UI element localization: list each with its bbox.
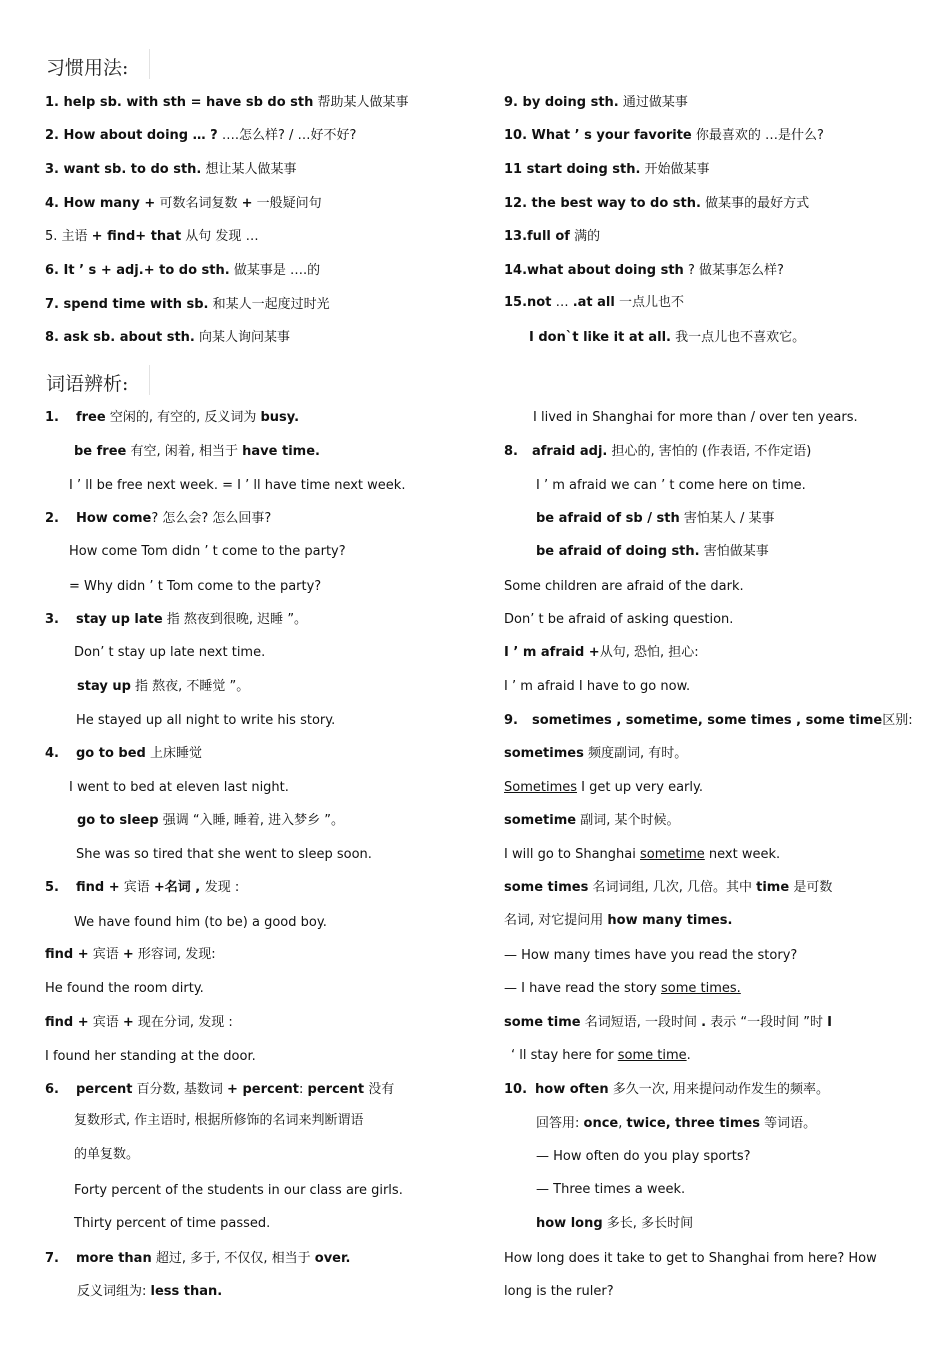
word-entry-line [536,1115,816,1133]
entry-text: 空闲的, 有空的, 反义词为 [105,410,261,425]
entry-text: = Why didn ’ t Tom come to the party? [69,579,322,594]
entry-term: I ’ m afraid + [504,645,600,660]
entry-underlined: sometime [640,847,705,862]
entry-text: He stayed up all night to write his story. [76,713,336,728]
habit-15-example [529,329,805,347]
entry-text: 宾语 [88,947,123,962]
word-entry-line [504,1014,832,1032]
entry-term: + [153,880,165,895]
habit-meaning: 5. 主语 [45,229,92,244]
entry-text: 百分数, 基数词 [132,1082,228,1097]
entry-text: 现在分词, 发现 : [133,1015,233,1030]
section-heading-words: 词语辨析: [46,369,128,396]
entry-term: percent [75,1082,133,1097]
word-entry-line [504,1081,829,1099]
habit-12 [504,195,809,213]
entry-underlined: some times. [661,981,741,996]
entry-text: 超过, 多于, 不仅仅, 相当于 [151,1251,315,1266]
entry-text: I ’ m afraid I have to go now. [504,679,691,694]
word-entry-line [504,1283,614,1301]
word-entry-line [504,879,832,897]
entry-number: 3. [45,612,59,627]
entry-term: percent [307,1082,365,1097]
entry-text: 复数形式, 作主语时, 根据所修饰的名词来判断谓语 [74,1113,364,1128]
entry-text: He found the room dirty. [45,981,204,996]
habit-phrase: 12. the best way to do sth. [504,196,701,211]
entry-number: 9. [504,713,518,728]
entry-text: Some children are afraid of the dark. [504,579,744,594]
entry-text: next week. [704,847,781,862]
word-entry-line [504,846,780,864]
habit-phrase: 14.what about doing sth [504,263,684,278]
word-entry-line [74,644,265,662]
habit-meaning: 可数名词复数 [155,196,242,211]
entry-term: be afraid of doing sth. [536,544,700,559]
habit-phrase: 2. How about doing [45,128,189,143]
entry-term: go to bed [75,746,146,761]
word-entry-line [77,1283,222,1301]
entry-number: 6. [45,1082,59,1097]
habit-phrase: 15.not [504,295,552,310]
entry-term: less than. [150,1284,223,1299]
entry-term: How come [75,511,152,526]
entry-text: 是可数 [789,880,833,895]
entry-text: 害怕某人 / 某事 [679,511,775,526]
word-entry-line [69,578,321,596]
word-entry-line [504,745,687,763]
habit-2 [45,127,356,145]
habit-meaning: ? 做某事怎么样? [683,263,784,278]
entry-term: have time. [242,444,320,459]
entry-text: 从句, 恐怕, 担心: [599,645,699,660]
entry-term: stay up [77,679,131,694]
word-entry-line [536,477,806,495]
habit-meaning: 开始做某事 [640,162,710,177]
habit-meaning: ….怎么样? / …好不好? [217,128,357,143]
entry-text: 名词短语, 一段时间 [580,1015,702,1030]
entry-text: — I have read the story [504,981,661,996]
word-entry-line [74,914,327,932]
word-entry-line [504,779,703,797]
habit-meaning: 想让某人做某事 [201,162,297,177]
entry-term: find + [45,1015,89,1030]
entry-text: 发现 : [204,880,240,895]
habit-phrase: 13.full of [504,229,570,244]
entry-text: — How often do you play sports? [536,1149,751,1164]
entry-text: : [299,1082,308,1097]
word-entry-line [69,779,289,797]
word-entry-line [69,477,405,495]
habit-meaning: 一点儿也不 [614,295,684,310]
entry-term: twice, three times [626,1116,760,1131]
entry-text: 形容词, 发现: [133,947,216,962]
word-entry-line [45,879,239,897]
entry-text: Forty percent of the students in our class are girls. [74,1183,403,1198]
word-entry-line [511,1047,691,1065]
entry-text: , [618,1116,627,1131]
entry-text: 宾语 [119,880,154,895]
habit-meaning: … [551,295,573,310]
entry-text: I ’ ll be free next week. = I ’ ll have time next week. [69,478,406,493]
habit-meaning: 满的 [569,229,601,244]
entry-text: 副词, 某个时候。 [576,813,680,828]
habit-8 [45,329,290,347]
entry-number: 7. [45,1251,59,1266]
habit-7 [45,296,330,314]
habit-meaning: 你最喜欢的 …是什么? [691,128,824,143]
entry-text: 区别: [882,713,913,728]
word-entry-line [45,1081,394,1099]
entry-text: 强调 “入睡, 睡着, 进入梦乡 ”。 [158,813,344,828]
habit-15 [504,294,684,312]
word-entry-line [74,443,320,461]
entry-term: how many times. [607,913,733,928]
habit-11 [504,161,710,179]
entry-term: sometimes [504,746,584,761]
entry-term: + [122,1015,134,1030]
entry-number: 10. [504,1082,528,1097]
word-entry-line [45,1250,351,1268]
entry-term: I [827,1015,832,1030]
entry-text: How long does it take to get to Shanghai from here? How [504,1251,877,1266]
entry-term: time [756,880,790,895]
habit-14 [504,262,784,280]
entry-text: 回答用: [536,1116,584,1131]
habit-meaning: 通过做某事 [618,95,688,110]
word-entry-line [536,543,769,561]
entry-text: I found her standing at the door. [45,1049,256,1064]
entry-text: We have found him (to be) a good boy. [74,915,327,930]
word-entry-line [536,1215,693,1233]
word-entry-line [536,510,775,528]
entry-term: + [227,1082,238,1097]
habit-meaning: 做某事是 ….的 [229,263,321,278]
word-entry-line [74,1112,364,1130]
entry-term: be free [74,444,127,459]
habit-meaning: 做某事的最好方式 [700,196,810,211]
word-entry-line [504,1250,877,1268]
entry-text: How come Tom didn ’ t come to the party? [69,544,346,559]
entry-text: ‘ ll stay here for [511,1048,618,1063]
example-sentence: I don`t like it at all. [529,330,671,345]
entry-text: ? 怎么会? 怎么回事? [151,511,272,526]
entry-term: once [583,1116,619,1131]
entry-term: + [122,947,134,962]
word-entry-line [504,947,797,965]
entry-term: how often [535,1082,609,1097]
entry-term: stay up late [75,612,163,627]
word-entry-line [45,409,299,427]
entry-text: 多久一次, 用来提问动作发生的频率。 [608,1082,830,1097]
entry-text: 表示 “一段时间 ”时 [706,1015,828,1030]
habit-10 [504,127,824,145]
habit-meaning: 帮助某人做某事 [313,95,409,110]
entry-term: over. [314,1251,351,1266]
entry-text: 宾语 [88,1015,123,1030]
entry-term: find + [75,880,120,895]
entry-text: 没有 [364,1082,395,1097]
entry-term: be afraid of sb / sth [536,511,680,526]
habit-3 [45,161,297,179]
word-entry-line [504,980,741,998]
habit-13 [504,228,600,246]
habit-phrase: 1. help sb. with sth = have sb do sth [45,95,314,110]
habit-6 [45,262,320,280]
word-entry-line [74,1215,270,1233]
entry-term: some times [504,880,589,895]
habit-meaning: 向某人询问某事 [194,330,290,345]
entry-term: free [75,410,106,425]
entry-text: 上床睡觉 [145,746,202,761]
entry-term: busy. [260,410,300,425]
word-entry-line [536,1148,751,1166]
word-entry-line [45,980,204,998]
entry-text: 担心的, 害怕的 (作表语, 不作定语) [607,444,812,459]
entry-text: 名词, 对它提问用 [504,913,608,928]
habit-phrase: 9. by doing sth. [504,95,619,110]
entry-text: — How many times have you read the story? [504,948,798,963]
habit-4 [45,195,322,213]
entry-text: 指 熬夜, 不睡觉 ”。 [130,679,250,694]
section-heading-habits: 习惯用法: [46,53,128,80]
entry-term: percent [237,1082,300,1097]
word-entry-line [77,678,249,696]
habit-meaning: 从句 发现 … [181,229,259,244]
word-entry-line [69,543,346,561]
entry-text: I get up very early. [577,780,703,795]
entry-text: I lived in Shanghai for more than / over ten years. [533,410,858,425]
entry-text: I will go to Shanghai [504,847,640,862]
word-entry-line [504,912,732,930]
habit-phrase: 3. want sb. to do sth. [45,162,202,177]
habit-phrase: 6. It ’ s + adj.+ to do sth. [45,263,230,278]
entry-text: 等词语。 [759,1116,817,1131]
habit-phrase: 7. spend time with sb. [45,297,209,312]
word-entry-line [77,812,344,830]
entry-text: long is the ruler? [504,1284,614,1299]
habit-phrase: .at all [572,295,615,310]
word-entry-line [504,443,811,461]
entry-number: 8. [504,444,518,459]
word-entry-line [45,946,216,964]
entry-term: some time [504,1015,581,1030]
word-entry-line [504,678,690,696]
habit-meaning: 我一点儿也不喜欢它。 [670,330,806,345]
habit-phrase: 4. How many + [45,196,156,211]
entry-text: 多长, 多长时间 [602,1216,694,1231]
entry-number: 5. [45,880,59,895]
entry-term: afraid adj. [531,444,608,459]
habit-phrase: … ? [188,128,218,143]
word-entry-line [504,712,913,730]
entry-number: 2. [45,511,59,526]
entry-text: Don’ t be afraid of asking question. [504,612,734,627]
habit-meaning: 和某人一起度过时光 [208,297,330,312]
word-entry-line [74,1182,403,1200]
entry-text: . [686,1048,691,1063]
entry-text: 的单复数。 [74,1147,140,1162]
word-entry-line [533,409,858,427]
entry-text: She was so tired that she went to sleep soon. [76,847,372,862]
habit-9 [504,94,688,112]
word-entry-line [45,510,271,528]
entry-underlined: some time [617,1048,687,1063]
entry-text: 反义词组为: [77,1284,151,1299]
word-entry-line [504,812,679,830]
entry-term: more than [75,1251,152,1266]
entry-term: go to sleep [77,813,159,828]
word-entry-line [504,611,733,629]
word-entry-line [504,578,744,596]
entry-term: find + [45,947,89,962]
entry-text: 有空, 闲着, 相当于 [126,444,243,459]
word-entry-line [45,1014,233,1032]
entry-term: sometime [504,813,577,828]
entry-text: Don’ t stay up late next time. [74,645,266,660]
entry-text: — Three times a week. [536,1182,686,1197]
entry-text: I ’ m afraid we can ’ t come here on time. [536,478,806,493]
habit-phrase: 10. What ’ s your favorite [504,128,692,143]
entry-term: . [701,1015,707,1030]
entry-term: sometimes , sometime, some times , some time [531,713,883,728]
word-entry-line [76,846,372,864]
word-entry-line [45,1048,256,1066]
entry-text: 害怕做某事 [699,544,769,559]
word-entry-line [76,712,335,730]
entry-text: 名词词组, 几次, 几倍。其中 [588,880,757,895]
word-entry-line [45,611,307,629]
word-entry-line [536,1181,685,1199]
word-entry-line [504,644,699,662]
entry-text: Thirty percent of time passed. [74,1216,271,1231]
entry-term: 名词 , [164,880,205,895]
habit-phrase: 8. ask sb. about sth. [45,330,195,345]
word-entry-line [74,1146,139,1164]
entry-text: 频度副词, 有时。 [583,746,688,761]
entry-text: 指 熬夜到很晚, 迟睡 ”。 [162,612,308,627]
habit-1 [45,94,409,112]
habit-5 [45,228,259,246]
entry-term: how long [536,1216,603,1231]
habit-phrase: + [241,196,253,211]
entry-underlined: Sometimes [504,780,578,795]
entry-text: I went to bed at eleven last night. [69,780,289,795]
habit-phrase: 11 start doing sth. [504,162,641,177]
word-entry-line [45,745,202,763]
habit-meaning: 一般疑问句 [252,196,322,211]
habit-phrase: + find+ that [91,229,182,244]
entry-number: 4. [45,746,59,761]
entry-number: 1. [45,410,59,425]
